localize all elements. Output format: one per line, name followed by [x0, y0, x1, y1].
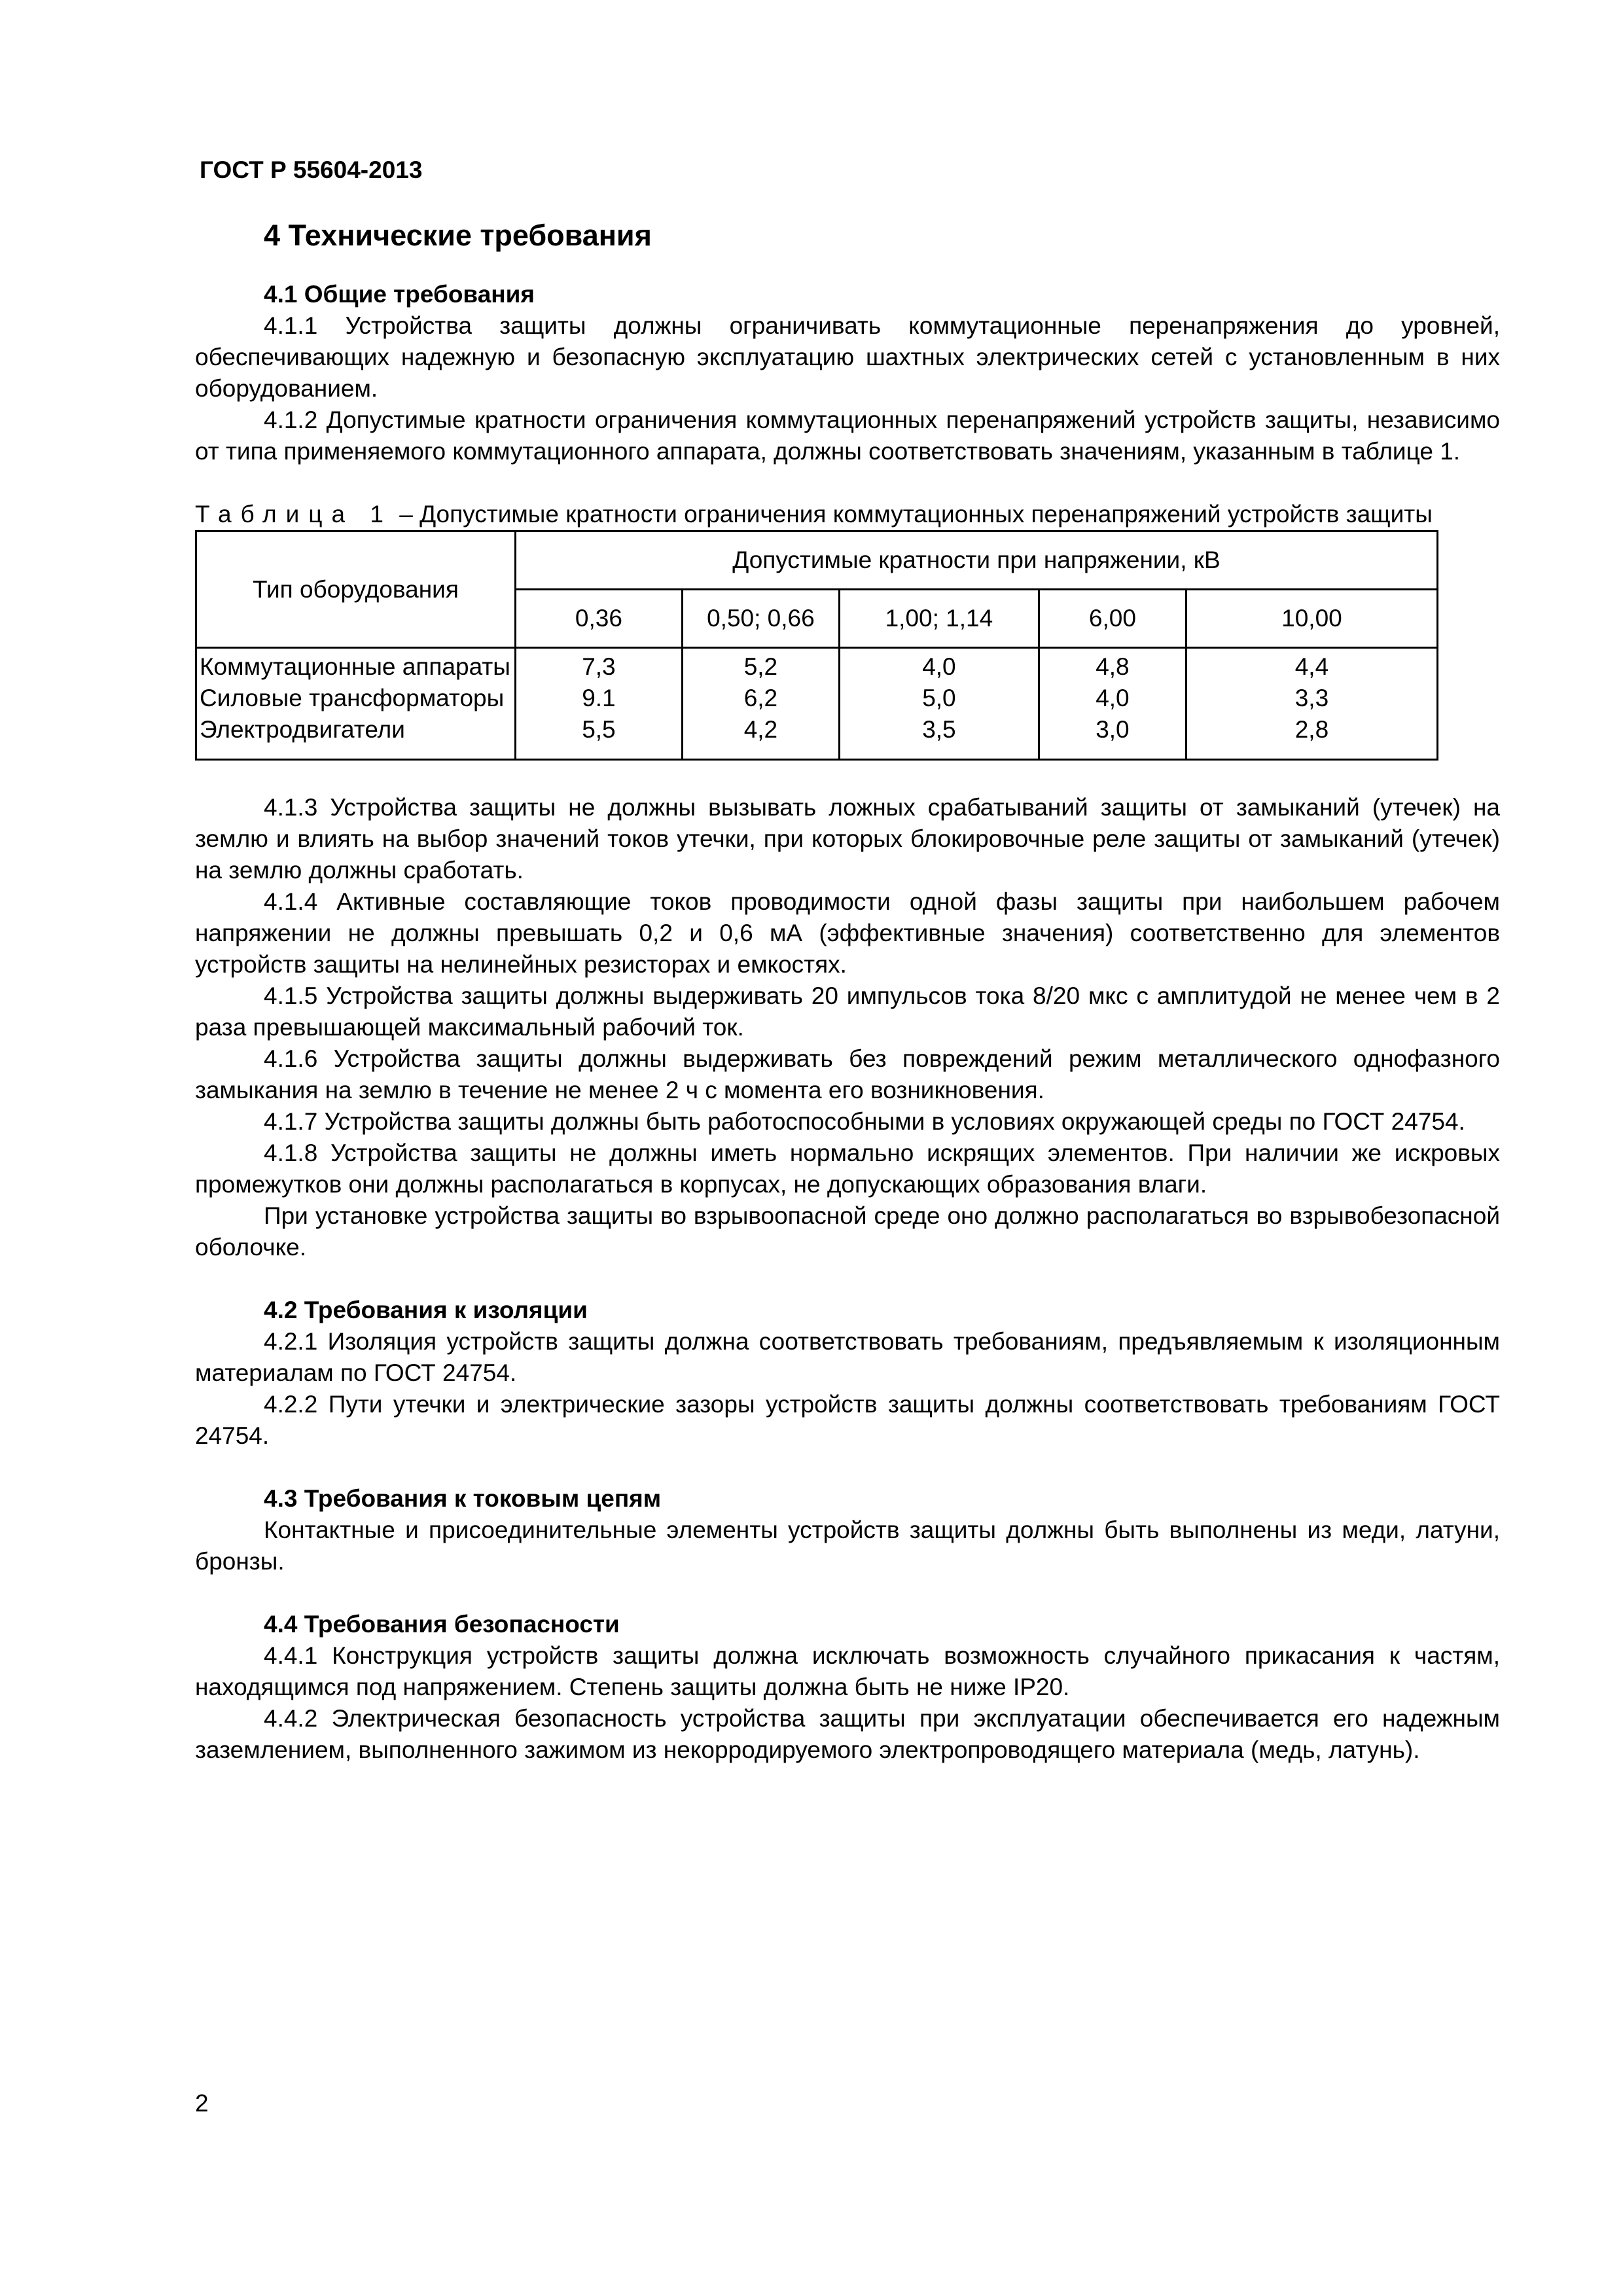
table-cell: 2,8 [1294, 716, 1329, 743]
table-cell: 4,8 [1096, 653, 1130, 680]
table-cell: 3,0 [1096, 716, 1130, 743]
paragraph-4-1-1: 4.1.1 Устройства защиты должны ограничивать коммутационные перенапряжения до уровней, обеспечивающих надежную и безопасную эксплуатацию шахтных электрических сетей с установленным в них оборудованием. [195, 312, 1500, 402]
data-table [195, 530, 1438, 761]
table-caption-label: Таблица 1 [195, 501, 393, 528]
equipment-name: Коммутационные аппараты [200, 653, 510, 680]
table-row [196, 648, 1438, 760]
table-cell: 5,5 [582, 716, 616, 743]
table-caption-text: – Допустимые кратности ограничения коммутационных перенапряжений устройств защиты [392, 501, 1433, 528]
table-cell: 4,2 [743, 716, 778, 743]
table-cell: 5,2 [743, 653, 778, 680]
header-voltage-value: 6,00 [1039, 590, 1186, 648]
paragraph-explosive-environment: При установке устройства защиты во взрывоопасной среде оно должно располагаться во взрывобезопасной оболочке. [195, 1202, 1500, 1261]
document-body [195, 216, 1500, 1766]
table-cell: 6,2 [743, 685, 778, 711]
paragraph-4-2-2: 4.2.2 Пути утечки и электрические зазоры устройств защиты должны соответствовать требованиям ГОСТ 24754. [195, 1391, 1500, 1449]
equipment-name: Силовые трансформаторы [200, 685, 505, 711]
paragraph-4-1-3: 4.1.3 Устройства защиты не должны вызывать ложных срабатываний защиты от замыканий (утечек) на землю и влиять на выбор значений токов утечки, при которых блокировочные реле защиты от замыканий (утечек) на землю должны сработать. [195, 794, 1500, 884]
table-cell: 4,0 [1096, 685, 1130, 711]
table-cell: 4,0 [922, 653, 956, 680]
table-cell: 4,4 [1294, 653, 1329, 680]
header-voltage-value: 1,00; 1,14 [839, 590, 1039, 648]
paragraph-4-1-8: 4.1.8 Устройства защиты не должны иметь нормально искрящих элементов. При наличии же искровых промежутков они должны располагаться в корпусах, не допускающих образования влаги. [195, 1139, 1500, 1198]
table-cell: 3,5 [922, 716, 956, 743]
header-voltage-value: 0,36 [515, 590, 682, 648]
paragraph-4-1-2: 4.1.2 Допустимые кратности ограничения коммутационных перенапряжений устройств защиты, независимо от типа применяемого коммутационного аппарата, должны соответствовать значениям, указанным в таблице 1. [195, 406, 1500, 465]
table-caption [195, 499, 1500, 530]
paragraph-4-3: Контактные и присоединительные элементы устройств защиты должны быть выполнены из меди, латуни, бронзы. [195, 1516, 1500, 1575]
paragraph-4-1-5: 4.1.5 Устройства защиты должны выдерживать 20 импульсов тока 8/20 мкс с амплитудой не менее чем в 2 раза превышающей максимальный рабочий ток. [195, 982, 1500, 1041]
paragraph-4-1-7: 4.1.7 Устройства защиты должны быть работоспособными в условиях окружающей среды по ГОСТ 24754. [264, 1108, 1465, 1135]
section-title: 4 Технические требования [264, 219, 652, 252]
subsection-title-4-1: 4.1 Общие требования [264, 281, 535, 308]
header-voltage-value: 0,50; 0,66 [682, 590, 839, 648]
header-voltage: Допустимые кратности при напряжении, кВ [515, 531, 1437, 590]
subsection-title-4-3: 4.3 Требования к токовым цепям [264, 1485, 662, 1512]
paragraph-4-4-1: 4.4.1 Конструкция устройств защиты должна исключать возможность случайного прикасания к частям, находящимся под напряжением. Степень защиты должна быть не ниже IP20. [195, 1642, 1500, 1700]
values-column [515, 648, 682, 760]
page-number: 2 [195, 2090, 209, 2117]
equipment-name: Электродвигатели [200, 716, 405, 743]
paragraph-4-4-2: 4.4.2 Электрическая безопасность устройства защиты при эксплуатации обеспечивается его надежным заземлением, выполненного зажимом из некорродируемого электропроводящего материала (медь, латунь). [195, 1705, 1500, 1763]
table-cell: 3,3 [1294, 685, 1329, 711]
header-equipment-type: Тип оборудования [196, 531, 516, 648]
header-voltage-value: 10,00 [1186, 590, 1437, 648]
table-cell: 9.1 [582, 685, 616, 711]
table-cell: 5,0 [922, 685, 956, 711]
paragraph-4-1-6: 4.1.6 Устройства защиты должны выдерживать без повреждений режим металлического однофазного замыкания на землю в течение не менее 2 ч с момента его возникновения. [195, 1045, 1500, 1103]
paragraph-4-2-1: 4.2.1 Изоляция устройств защиты должна соответствовать требованиям, предъявляемым к изоляционным материалам по ГОСТ 24754. [195, 1328, 1500, 1386]
values-column [839, 648, 1039, 760]
equipment-names [196, 648, 516, 760]
subsection-title-4-2: 4.2 Требования к изоляции [264, 1297, 588, 1323]
table-cell: 7,3 [582, 653, 616, 680]
values-column [1186, 648, 1437, 760]
values-column [1039, 648, 1186, 760]
values-column [682, 648, 839, 760]
paragraph-4-1-4: 4.1.4 Активные составляющие токов проводимости одной фазы защиты при наибольшем рабочем напряжении не должны превышать 0,2 и 0,6 мА (эффективные значения) соответственно для элементов устройств защиты на нелинейных резисторах и емкостях. [195, 888, 1500, 978]
subsection-title-4-4: 4.4 Требования безопасности [264, 1611, 620, 1638]
document-code: ГОСТ Р 55604-2013 [200, 156, 423, 183]
